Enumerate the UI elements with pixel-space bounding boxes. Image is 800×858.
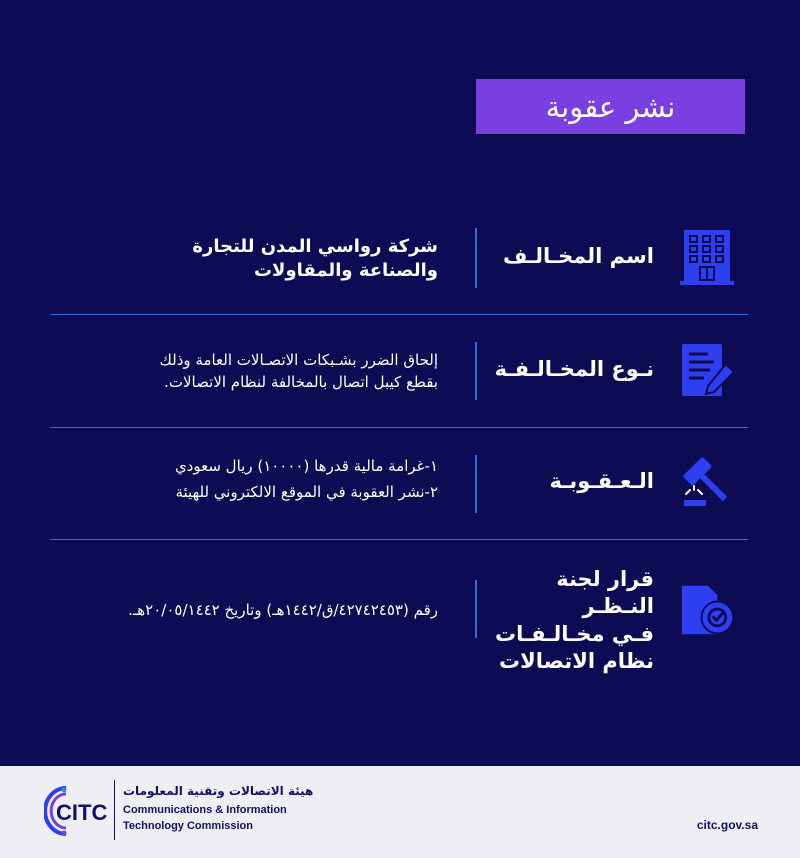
org-name-en-line2: Technology Commission bbox=[123, 820, 253, 832]
page-title: نشر عقوبة bbox=[545, 89, 676, 124]
gavel-icon bbox=[680, 455, 736, 511]
row-value-violator: شركة رواسي المدن للتجارة والصناعة والمقاولات bbox=[192, 236, 438, 282]
row-label-violation-type: نـوع المخـالـفـة bbox=[494, 357, 654, 381]
row-value-violation-type: إلحاق الضرر بشـبكات الاتصـالات العامة وذلك بقطع كيبل اتصال بالمخالفة لنظام الاتصالات. bbox=[159, 351, 438, 391]
footer bbox=[0, 766, 800, 858]
row-label-violator: اسم المخـالـف bbox=[502, 244, 654, 268]
logo-text: CITC bbox=[56, 800, 108, 825]
row-separator bbox=[475, 455, 477, 513]
website-link[interactable]: citc.gov.sa bbox=[696, 818, 758, 832]
divider bbox=[50, 314, 748, 315]
title-banner bbox=[476, 79, 745, 134]
document-approval-icon bbox=[680, 582, 736, 638]
row-separator bbox=[475, 228, 477, 288]
penalty-line-1: ١-غرامة مالية قدرها (١٠٠٠٠) ريال سعودي bbox=[174, 457, 438, 475]
row-value-committee-decision: رقم (٤٢٧٤٢٤٥٣/ق/١٤٤٢هـ) وتاريخ ٢٠/٠٥/١٤٤٢هـ. bbox=[128, 601, 438, 619]
building-icon bbox=[680, 229, 736, 285]
penalty-line-2: ٢-نشر العقوبة في الموقع الالكتروني للهيئة bbox=[175, 482, 438, 501]
org-name-ar: هيئة الاتصالات وتقنية المعلومات bbox=[123, 784, 314, 798]
divider bbox=[50, 427, 748, 428]
row-separator bbox=[475, 580, 477, 638]
logo-separator bbox=[114, 780, 115, 840]
row-label-committee-decision: قرار لجنة النـظـر فـي مخـالـفـات نظام الاتصالات bbox=[494, 567, 654, 673]
document-edit-icon bbox=[680, 342, 736, 398]
divider bbox=[50, 539, 748, 540]
row-separator bbox=[475, 342, 477, 400]
org-name-en-line1: Communications & Information bbox=[123, 804, 287, 816]
row-value-penalty bbox=[60, 456, 438, 504]
row-label-penalty: الـعـقـوبـة bbox=[549, 469, 654, 493]
